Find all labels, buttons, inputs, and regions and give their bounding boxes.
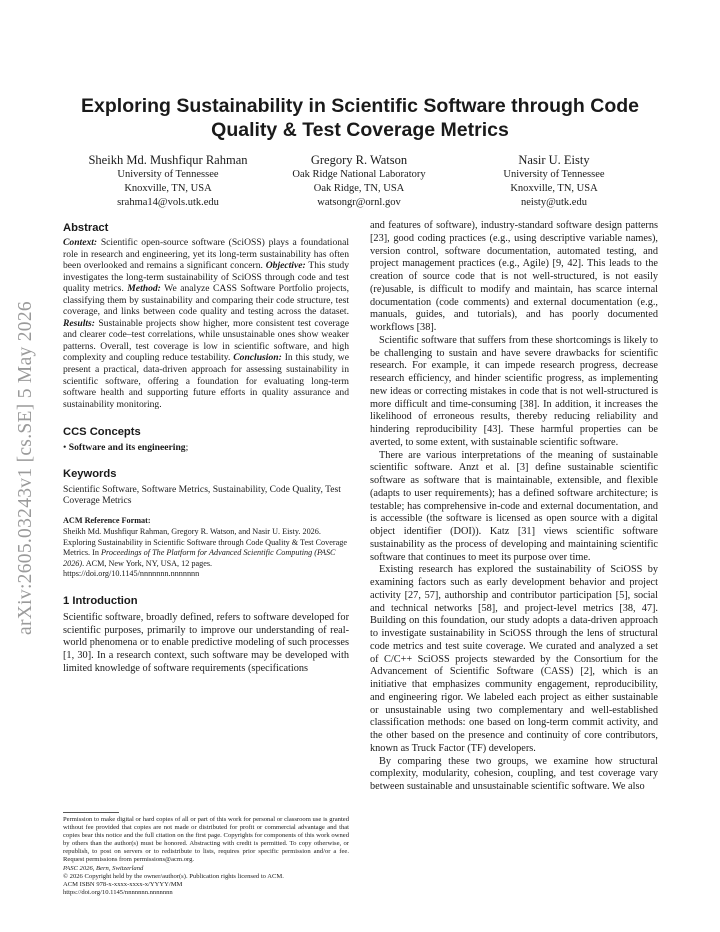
ccs-heading: CCS Concepts (63, 426, 141, 439)
author-email: watsongr@ornl.gov (317, 197, 401, 208)
reference-authors: Sheikh Md. Mushfiqur Rahman, Gregory R. Watson, and Nasir U. Eisty. 2026. Exploring Sustainability in Scientific Software through Code Quality & Test Coverage Metrics. In (63, 527, 347, 558)
abstract-text (63, 237, 349, 410)
method-text: We analyze CASS Software Portfolio projects, classifying them by sustainability and comparing their code structure, test coverage, and links between code quality and testing across the dataset. (63, 283, 349, 318)
ccs-concepts (63, 442, 349, 454)
isbn-line: ACM ISBN 978-x-xxxx-xxxx-x/YYYY/MM (63, 880, 183, 888)
author-affiliation: University of Tennessee (503, 169, 605, 180)
paragraph: Existing research has explored the sustainability of SciOSS by examining factors such as early development behavior and project activity [27, 57], authorship and contributor participation [5], social and technical networks [58], and project-level metrics [38, 47]. Building on this foundation, our study adopts a data-driven approach to investigate sustainability in SciOSS through the lens of structural code metrics and test suite coverage. We curated and analyzed a set of C/C++ SciOSS projects stewarded by the Consortium for the Advancement of Scientific Software (CASS) [2], which is an initiative that emphasizes community engagement, reproducibility, and engineering rigor. We labeled each project as either sustainable or unsustainable using two complementary and well-established classification methods: one based on long-term commit activity, and the other based on the presence and continuity of core contributors, known as Truck Factor (TF) developers. (370, 564, 658, 754)
permission-text: Permission to make digital or hard copies of all or part of this work for personal or classroom use is granted without fee provided that copies are not made or distributed for profit or commercial advantage and that copies bear this notice and the full citation on the first page. Copyrights for components of this work owned by others than the author(s) must be honored. Abstracting with credit is permitted. To copy otherwise, or republish, to post on servers or to redistribute to lists, requires prior specific permission and/or a fee. Request permissions from permissions@acm.org. (63, 816, 349, 864)
copyright-line: © 2026 Copyright held by the owner/author(s). Publication rights licensed to ACM. (63, 872, 284, 880)
method-label: Method: (127, 283, 161, 295)
conclusion-label: Conclusion: (233, 352, 282, 364)
ccs-trail: ; (185, 442, 189, 454)
paragraph: and features of software), industry-standard software design patterns [23], good coding practices (e.g., using descriptive variable names), version control, software documentation, automated testing, and project management practices (e.g., Agile) [9, 42]. This leads to the creation of source code that is not well-structured, is not easily (re)usable, is difficult to modify and maintain, has scarce internal documentation (code comments) and external documentation (e.g., manuals, guides, and tutorials), and has poorly documented workflows [38]. (370, 220, 658, 333)
objective-text: This study investigates the long-term sustainability of SciOSS through code and test quality metrics. (63, 260, 349, 295)
author-name: Gregory R. Watson (310, 153, 408, 167)
abstract-heading: Abstract (63, 222, 109, 234)
ccs-bullet: • (63, 442, 67, 454)
author-affiliation: Oak Ridge National Laboratory (292, 169, 426, 180)
objective-label: Objective: (265, 260, 306, 272)
author-1 (68, 152, 268, 210)
keywords-text: Scientific Software, Software Metrics, Sustainability, Code Quality, Test Coverage Metrics (63, 483, 341, 507)
author-location: Knoxville, TN, USA (510, 183, 598, 194)
author-location: Knoxville, TN, USA (124, 183, 212, 194)
paragraph: There are various interpretations of the meaning of sustainable scientific software. Anzt et al. [3] define sustainable scientific software as software that is maintainable, extensible, and flexible (adapts to user requirements); has a defined software architecture; is testable; has comprehensive in-code and external documentation, and is accessible (the software is licensed as open source with a digital object identifier (DOI)). Katz [31] views scientific software sustainability as the process of developing and maintaining scientific software that continues to meet its purpose over time. (370, 449, 658, 563)
author-name: Nasir U. Eisty (518, 153, 590, 167)
right-column (370, 220, 658, 794)
author-2 (259, 152, 459, 210)
results-label: Results: (63, 317, 95, 329)
author-3 (454, 152, 654, 210)
intro-text: Scientific software, broadly defined, refers to software developed for scientific purposes, primarily to improve our understanding of real-world phenomena or to enable predictive modeling of such processes [1, 30]. In a research context, such software may be developed with limited knowledge of software requirements (specifications (63, 611, 349, 674)
paragraph: Scientific software that suffers from these shortcomings is likely to be challenging to sustain and have severe drawbacks for scientific research. For example, it can impede research progress, decrease research efficiency, and hinder scientific progress, as implementing new ideas or correcting mistakes in code that is not well-structured is more difficult and time-consuming [38]. In addition, it increases the likelihood of erroneous results, thereby reducing reliability and hindering reproducibility [43]. These harmful properties can be averted, to some extent, with sustainable scientific software. (370, 334, 658, 448)
context-label: Context: (63, 237, 98, 248)
author-email: neisty@utk.edu (521, 197, 587, 208)
footnote-rule (63, 812, 119, 813)
reference-heading: ACM Reference Format: (63, 515, 151, 525)
context-text: Scientific open-source software (SciOSS) plays a foundational role in research and engineering, yet its long-term sustainability has often been overlooked and remains a significant concern. (63, 237, 349, 272)
reference-publisher: . ACM, New York, NY, USA, 12 pages. https://doi.org/10.1145/nnnnnnn.nnnnnnn (63, 558, 213, 579)
permission-footnote (63, 812, 349, 897)
arxiv-identifier: arXiv:2605.03243v1 [cs.SE] 5 May 2026 (15, 301, 36, 635)
conclusion-text: In this study, we present a practical, data-driven approach for assessing sustainability in scientific software, offering a foundation for evaluating long-term software health and supporting future efforts in quality assurance and sustainability monitoring. (63, 352, 349, 410)
author-location: Oak Ridge, TN, USA (313, 183, 405, 194)
reference-venue: Proceedings of The Platform for Advanced Scientific Computing (PASC 2026) (63, 548, 336, 568)
author-email: srahma14@vols.utk.edu (117, 197, 219, 208)
results-text: Sustainable projects show higher, more consistent test coverage and clearer code–test correlations, while unsustainable ones show weaker patterns. Overall, test coverage is low in scientific software, and high complexity and coupling reduce testability. (63, 317, 349, 364)
paragraph: By comparing these two groups, we examine how structural complexity, modularity, cohesion, coupling, and test coverage vary between sustainable and unsustainable scientific software. We also (370, 755, 658, 792)
conference-line: PASC 2026, Bern, Switzerland (63, 864, 144, 872)
keywords-heading: Keywords (63, 467, 117, 480)
reference-text (63, 527, 349, 580)
paper-title: Exploring Sustainability in Scientific Software through Code Quality & Test Coverage Metrics (81, 95, 639, 141)
author-name: Sheikh Md. Mushfiqur Rahman (88, 153, 248, 167)
left-column (63, 221, 349, 676)
doi-line: https://doi.org/10.1145/nnnnnnn.nnnnnnn (63, 888, 173, 896)
ccs-item: Software and its engineering (68, 442, 186, 454)
intro-heading: 1 Introduction (63, 594, 138, 607)
arxiv-stamp (6, 268, 46, 668)
author-affiliation: University of Tennessee (117, 169, 219, 180)
